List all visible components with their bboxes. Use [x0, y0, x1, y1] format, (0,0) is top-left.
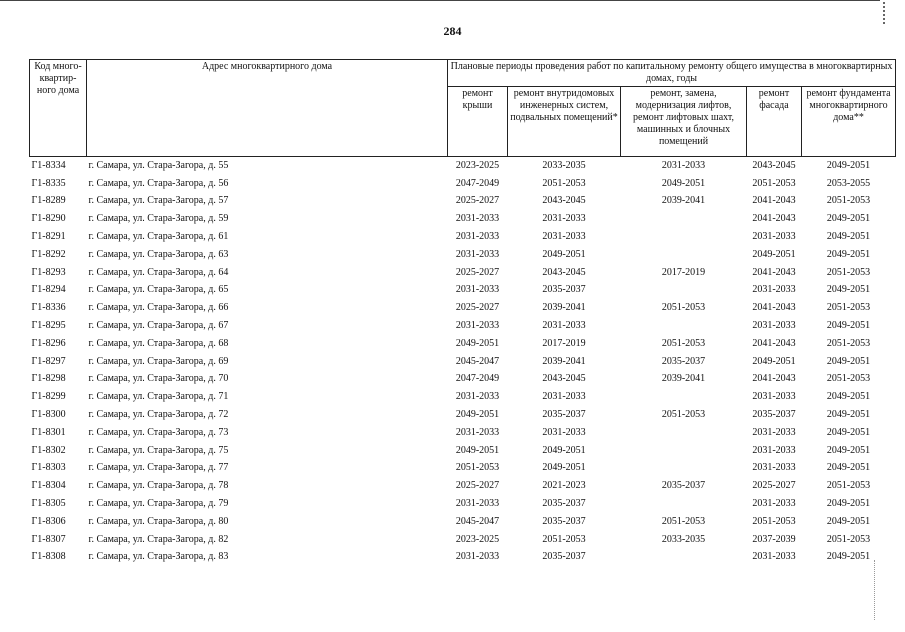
cell-foundation: 2051-2053 — [826, 373, 871, 385]
cell-foundation: 2049-2051 — [826, 444, 871, 456]
table-row — [30, 477, 896, 495]
cell-engineering: 2049-2051 — [542, 444, 586, 456]
cell-code: Г1-8305 — [31, 498, 66, 510]
cell-engineering: 2049-2051 — [542, 462, 586, 474]
cell-address: г. Самара, ул. Стара-Загора, д. 75 — [88, 444, 229, 456]
cell-code: Г1-8302 — [31, 444, 66, 456]
cell-roof: 2049-2051 — [455, 409, 500, 421]
header-engineering: ремонт внутридомовых инженерных систем, подвальных помещений* — [508, 87, 621, 157]
cell-address: г. Самара, ул. Стара-Загора, д. 73 — [88, 426, 229, 438]
table-row — [30, 175, 896, 193]
cell-roof: 2031-2033 — [455, 498, 500, 510]
table-row — [30, 282, 896, 300]
header-address: Адрес многоквартирного дома — [87, 60, 448, 157]
cell-foundation: 2051-2053 — [826, 266, 871, 278]
cell-roof: 2051-2053 — [455, 462, 500, 474]
cell-foundation: 2049-2051 — [826, 213, 871, 225]
table-row — [30, 335, 896, 353]
cell-foundation: 2049-2051 — [826, 248, 871, 260]
cell-elevators — [621, 495, 747, 513]
table-row — [30, 246, 896, 264]
cell-elevators — [621, 549, 747, 567]
header-foundation: ремонт фундамента многоквартирного дома** — [802, 87, 896, 157]
table-row — [30, 549, 896, 567]
cell-code: Г1-8308 — [31, 551, 66, 563]
cell-foundation: 2051-2053 — [826, 337, 871, 349]
cell-roof: 2045-2047 — [455, 515, 500, 527]
cell-engineering: 2051-2053 — [542, 533, 586, 545]
cell-code: Г1-8304 — [31, 480, 66, 492]
cell-elevators — [621, 282, 747, 300]
cell-elevators: 2031-2033 — [661, 159, 706, 171]
cell-foundation: 2051-2053 — [826, 533, 871, 545]
cell-roof: 2025-2027 — [455, 480, 500, 492]
cell-roof: 2031-2033 — [455, 426, 500, 438]
cell-code: Г1-8335 — [31, 177, 66, 189]
cell-address: г. Самара, ул. Стара-Загора, д. 67 — [88, 320, 229, 332]
cell-code: Г1-8300 — [31, 409, 66, 421]
cell-engineering: 2051-2053 — [542, 177, 586, 189]
cell-roof: 2025-2027 — [455, 195, 500, 207]
cell-address: г. Самара, ул. Стара-Загора, д. 79 — [88, 498, 229, 510]
cell-code: Г1-8297 — [31, 355, 66, 367]
cell-facade: 2031-2033 — [752, 284, 796, 296]
header-roof: ремонт крыши — [448, 87, 508, 157]
cell-roof: 2045-2047 — [455, 355, 500, 367]
cell-engineering: 2043-2045 — [542, 266, 586, 278]
cell-engineering: 2021-2023 — [542, 480, 586, 492]
cell-address: г. Самара, ул. Стара-Загора, д. 82 — [88, 533, 229, 545]
cell-engineering: 2035-2037 — [542, 498, 586, 510]
cell-foundation: 2049-2051 — [826, 498, 871, 510]
cell-foundation: 2049-2051 — [826, 391, 871, 403]
cell-engineering: 2031-2033 — [542, 213, 586, 225]
table-row — [30, 317, 896, 335]
cell-engineering: 2031-2033 — [542, 391, 586, 403]
top-rule — [0, 0, 880, 1]
cell-address: г. Самара, ул. Стара-Загора, д. 70 — [88, 373, 229, 385]
table-row — [30, 228, 896, 246]
cell-engineering: 2043-2045 — [542, 373, 586, 385]
cell-foundation: 2049-2051 — [826, 355, 871, 367]
cell-facade: 2025-2027 — [752, 480, 796, 492]
cell-address: г. Самара, ул. Стара-Загора, д. 80 — [88, 515, 229, 527]
cell-elevators: 2039-2041 — [661, 373, 706, 385]
table-row — [30, 264, 896, 282]
cell-facade: 2031-2033 — [752, 551, 796, 563]
cell-foundation: 2051-2053 — [826, 480, 871, 492]
table-row — [30, 210, 896, 228]
cell-code: Г1-8290 — [31, 213, 66, 225]
cell-elevators: 2035-2037 — [661, 355, 706, 367]
cell-roof: 2031-2033 — [455, 284, 500, 296]
table-row — [30, 442, 896, 460]
cell-foundation: 2049-2051 — [826, 231, 871, 243]
cell-facade: 2037-2039 — [752, 533, 796, 545]
cell-elevators: 2049-2051 — [661, 177, 706, 189]
cell-elevators — [621, 210, 747, 228]
cell-foundation: 2049-2051 — [826, 551, 871, 563]
cell-engineering: 2035-2037 — [542, 284, 586, 296]
cell-engineering: 2033-2035 — [542, 159, 586, 171]
cell-facade: 2051-2053 — [752, 177, 796, 189]
cell-roof: 2025-2027 — [455, 302, 500, 314]
cell-foundation: 2051-2053 — [826, 302, 871, 314]
table-row — [30, 406, 896, 424]
cell-facade: 2031-2033 — [752, 320, 796, 332]
table-row — [30, 371, 896, 389]
cell-elevators — [621, 317, 747, 335]
cell-elevators: 2017-2019 — [661, 266, 706, 278]
table-row — [30, 193, 896, 211]
cell-elevators — [621, 246, 747, 264]
cell-code: Г1-8291 — [31, 231, 66, 243]
cell-address: г. Самара, ул. Стара-Загора, д. 61 — [88, 231, 229, 243]
cell-engineering: 2035-2037 — [542, 515, 586, 527]
cell-elevators: 2035-2037 — [661, 480, 706, 492]
cell-foundation: 2049-2051 — [826, 409, 871, 421]
cell-elevators: 2051-2053 — [661, 409, 706, 421]
cell-foundation: 2049-2051 — [826, 320, 871, 332]
header-row-1 — [30, 60, 896, 87]
cell-engineering: 2035-2037 — [542, 409, 586, 421]
cell-elevators: 2039-2041 — [661, 195, 706, 207]
cell-code: Г1-8303 — [31, 462, 66, 474]
cell-code: Г1-8336 — [31, 302, 66, 314]
cell-address: г. Самара, ул. Стара-Загора, д. 83 — [88, 551, 229, 563]
cell-code: Г1-8301 — [31, 426, 66, 438]
cell-roof: 2047-2049 — [455, 373, 500, 385]
cell-facade: 2031-2033 — [752, 391, 796, 403]
cell-elevators: 2051-2053 — [661, 337, 706, 349]
cell-facade: 2041-2043 — [752, 373, 796, 385]
table-row — [30, 513, 896, 531]
cell-code: Г1-8307 — [31, 533, 66, 545]
header-periods-group: Плановые периоды проведения работ по капитальному ремонту общего имущества в многоквартирных домах, годы — [448, 60, 896, 87]
cell-engineering: 2039-2041 — [542, 302, 586, 314]
cell-facade: 2035-2037 — [752, 409, 796, 421]
cell-address: г. Самара, ул. Стара-Загора, д. 77 — [88, 462, 229, 474]
cell-roof: 2031-2033 — [455, 391, 500, 403]
cell-facade: 2041-2043 — [752, 266, 796, 278]
cell-roof: 2023-2025 — [455, 533, 500, 545]
cell-code: Г1-8293 — [31, 266, 66, 278]
cell-elevators — [621, 442, 747, 460]
cell-roof: 2031-2033 — [455, 320, 500, 332]
cell-facade: 2041-2043 — [752, 337, 796, 349]
cell-code: Г1-8306 — [31, 515, 66, 527]
header-elevators: ремонт, замена, модернизация лифтов, ремонт лифтовых шахт, машинных и блочных помещений — [621, 87, 747, 157]
cell-address: г. Самара, ул. Стара-Загора, д. 63 — [88, 248, 229, 260]
cell-foundation: 2049-2051 — [826, 159, 871, 171]
cell-roof: 2049-2051 — [455, 337, 500, 349]
repair-schedule-table — [29, 59, 896, 566]
cell-address: г. Самара, ул. Стара-Загора, д. 68 — [88, 337, 229, 349]
cell-elevators — [621, 460, 747, 478]
cell-code: Г1-8334 — [31, 159, 66, 171]
page-number: 284 — [443, 24, 462, 38]
cell-engineering: 2035-2037 — [542, 551, 586, 563]
cell-facade: 2031-2033 — [752, 426, 796, 438]
table-row — [30, 157, 896, 175]
cell-facade: 2031-2033 — [752, 462, 796, 474]
cell-facade: 2043-2045 — [752, 159, 796, 171]
table-row — [30, 353, 896, 371]
cell-engineering: 2031-2033 — [542, 320, 586, 332]
cell-address: г. Самара, ул. Стара-Загора, д. 71 — [88, 391, 229, 403]
cell-roof: 2031-2033 — [455, 213, 500, 225]
table-row — [30, 424, 896, 442]
cell-facade: 2041-2043 — [752, 302, 796, 314]
table-body — [30, 157, 896, 567]
cell-roof: 2031-2033 — [455, 248, 500, 260]
cell-code: Г1-8295 — [31, 320, 66, 332]
cell-address: г. Самара, ул. Стара-Загора, д. 78 — [88, 480, 229, 492]
table-row — [30, 495, 896, 513]
table-row — [30, 388, 896, 406]
cell-foundation: 2051-2053 — [826, 195, 871, 207]
cell-roof: 2031-2033 — [455, 551, 500, 563]
cell-elevators — [621, 388, 747, 406]
cell-engineering: 2043-2045 — [542, 195, 586, 207]
cell-facade: 2041-2043 — [752, 195, 796, 207]
header-facade: ремонт фасада — [747, 87, 802, 157]
cell-elevators: 2051-2053 — [661, 515, 706, 527]
cell-elevators — [621, 424, 747, 442]
cell-engineering: 2031-2033 — [542, 231, 586, 243]
cell-address: г. Самара, ул. Стара-Загора, д. 56 — [88, 177, 229, 189]
cell-facade: 2051-2053 — [752, 515, 796, 527]
cell-address: г. Самара, ул. Стара-Загора, д. 72 — [88, 409, 229, 421]
cell-facade: 2049-2051 — [752, 248, 796, 260]
cell-foundation: 2049-2051 — [826, 426, 871, 438]
cell-facade: 2049-2051 — [752, 355, 796, 367]
cell-foundation: 2053-2055 — [826, 177, 871, 189]
cell-elevators — [621, 228, 747, 246]
cell-address: г. Самара, ул. Стара-Загора, д. 55 — [88, 159, 229, 171]
table-row — [30, 299, 896, 317]
cell-code: Г1-8289 — [31, 195, 66, 207]
cell-elevators: 2051-2053 — [661, 302, 706, 314]
cell-foundation: 2049-2051 — [826, 284, 871, 296]
cell-address: г. Самара, ул. Стара-Загора, д. 69 — [88, 355, 229, 367]
cell-engineering: 2031-2033 — [542, 426, 586, 438]
cell-facade: 2031-2033 — [752, 498, 796, 510]
header-code: Код много-квартир-ного дома — [30, 60, 87, 157]
cell-facade: 2031-2033 — [752, 444, 796, 456]
cell-code: Г1-8292 — [31, 248, 66, 260]
cell-engineering: 2017-2019 — [542, 337, 586, 349]
scan-artifact — [874, 560, 883, 620]
table-row — [30, 531, 896, 549]
table-row — [30, 460, 896, 478]
cell-address: г. Самара, ул. Стара-Загора, д. 64 — [88, 266, 229, 278]
cell-engineering: 2039-2041 — [542, 355, 586, 367]
cell-code: Г1-8299 — [31, 391, 66, 403]
cell-address: г. Самара, ул. Стара-Загора, д. 65 — [88, 284, 229, 296]
cell-address: г. Самара, ул. Стара-Загора, д. 59 — [88, 213, 229, 225]
cell-roof: 2031-2033 — [455, 231, 500, 243]
cell-roof: 2047-2049 — [455, 177, 500, 189]
cell-roof: 2049-2051 — [455, 444, 500, 456]
cell-engineering: 2049-2051 — [542, 248, 586, 260]
cell-roof: 2023-2025 — [455, 159, 500, 171]
cell-address: г. Самара, ул. Стара-Загора, д. 66 — [88, 302, 229, 314]
cell-facade: 2041-2043 — [752, 213, 796, 225]
cell-facade: 2031-2033 — [752, 231, 796, 243]
cell-foundation: 2049-2051 — [826, 462, 871, 474]
cell-foundation: 2049-2051 — [826, 515, 871, 527]
cell-roof: 2025-2027 — [455, 266, 500, 278]
cell-elevators: 2033-2035 — [661, 533, 706, 545]
scan-artifact — [883, 2, 895, 24]
cell-address: г. Самара, ул. Стара-Загора, д. 57 — [88, 195, 229, 207]
cell-code: Г1-8296 — [31, 337, 66, 349]
cell-code: Г1-8298 — [31, 373, 66, 385]
cell-code: Г1-8294 — [31, 284, 66, 296]
